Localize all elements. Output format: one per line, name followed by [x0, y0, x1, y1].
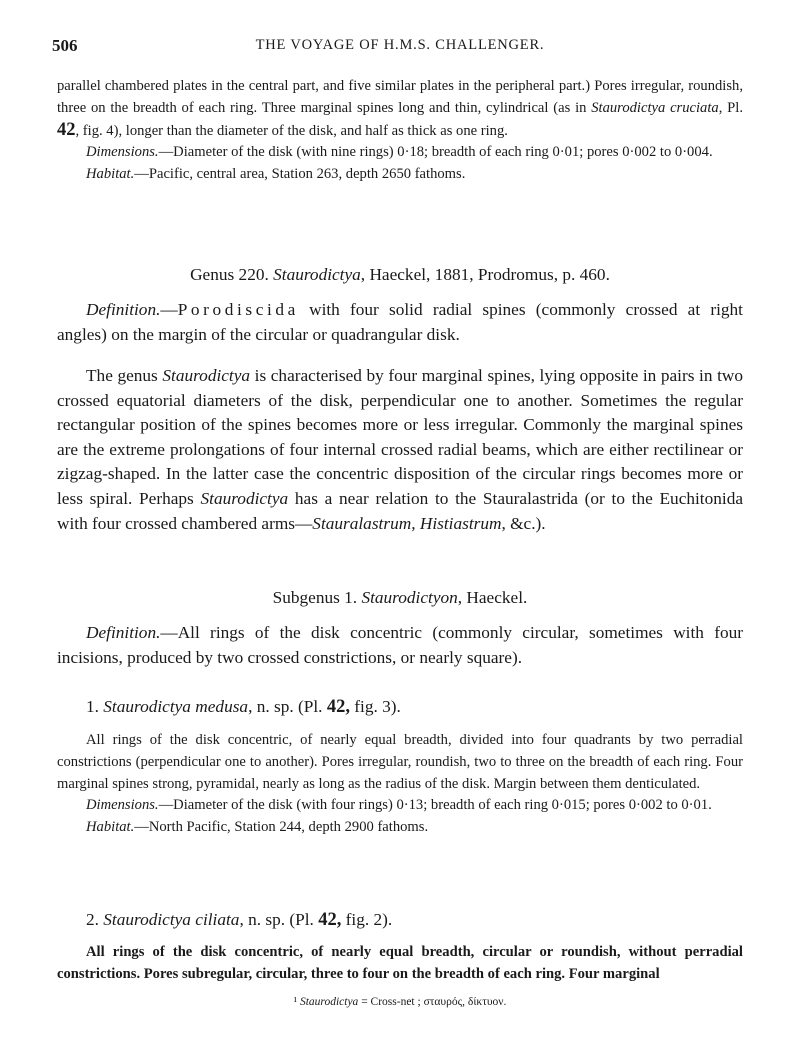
page-number: 506 [52, 36, 78, 55]
species-2-description: All rings of the disk concentric, of nearly equal breadth, circular or roundish, without perradial constrictions. Pores subregular, circular, three to four on the breadth of each ring. Four marginal [57, 944, 743, 982]
genus-name: Staurodictya [273, 265, 361, 284]
subgenus-definition: Definition.—All rings of the disk concentric (commonly circular, sometimes with four incisions, produced by two crossed constrictions, or nearly square). [57, 623, 743, 667]
page-header [52, 36, 748, 56]
previous-dimensions: Dimensions.—Diameter of the disk (with nine rings) 0·18; breadth of each ring 0·01; pores 0·002 to 0·004. [86, 144, 713, 161]
species-1-dimensions: Dimensions.—Diameter of the disk (with four rings) 0·13; breadth of each ring 0·015; pores 0·002 to 0·01. [86, 797, 712, 814]
species-1-heading: 1. Staurodictya medusa, n. sp. (Pl. 42, fig. 3). [86, 697, 401, 717]
cross-reference-species: Staurodictya cruciata [591, 99, 719, 116]
running-head: THE VOYAGE OF H.M.S. CHALLENGER. [255, 37, 545, 53]
subgenus-heading: Subgenus 1. Staurodictyon, Haeckel. [272, 588, 528, 607]
subgenus-name: Staurodictyon [361, 588, 458, 607]
species-1-habitat: Habitat.—North Pacific, Station 244, depth 2900 fathoms. [86, 819, 429, 836]
species-2-heading: 2. Staurodictya ciliata, n. sp. (Pl. 42, fig. 2). [86, 910, 393, 930]
species-1-name: Staurodictya medusa [103, 697, 249, 716]
species-2-name: Staurodictya ciliata [103, 910, 240, 929]
genus-description: The genus Staurodictya is characterised by four marginal spines, lying opposite in pairs in two crossed equatorial diameters of the disk, perpendicular one to another. Sometimes the regular rectangular position of the spines becomes more or less irregular. Commonly the marginal spines are the extreme prolongations of four internal crossed radial beams, which are either rectilinear or zigzag-shaped. In the latter case the concentric disposition of the circular rings becomes more or less spiral. Perhaps Staurodictya has a near relation to the Stauralastrida (or to the Euchitonida with four crossed chambered arms—Stauralastrum, Histiastrum, &c.). [57, 366, 744, 533]
species-1-block [57, 730, 743, 839]
species-1-description: All rings of the disk concentric, of nearly equal breadth, divided into four quadrants by two perradial constrictions (perpendicular one to another). Pores irregular, roundish, two to three on the breadth of each ring. Four marginal spines strong, pyramidal, nearly as long as the radius of the disk. Margin between them denticulated. [57, 732, 743, 792]
previous-species-block [57, 76, 743, 186]
genus-heading: Genus 220. Staurodictya, Haeckel, 1881, Prodromus, p. 460. [190, 265, 610, 284]
group-name: Porodiscida [177, 300, 299, 319]
genus-definition: Definition.—Porodiscida with four solid radial spines (commonly crossed at right angles) on the margin of the circular or quadrangular disk. [57, 300, 743, 344]
plate-number: 42 [57, 119, 76, 140]
previous-species-description: parallel chambered plates in the central part, and five similar plates in the peripheral part.) Pores irregular, roundish, three on the breadth of each ring. Three marginal spines long and thin, cylindrical (as in Staurodictya cruciata, Pl. 42, fig. 4), longer than the diameter of the disk, and half as thick as one ring. [57, 78, 743, 140]
previous-habitat: Habitat.—Pacific, central area, Station 263, depth 2650 fathoms. [86, 166, 466, 183]
species-2-block [57, 942, 743, 986]
footnote: ¹ Staurodictya = Cross-net ; σταυρός, δίκτυον. [293, 996, 507, 1008]
